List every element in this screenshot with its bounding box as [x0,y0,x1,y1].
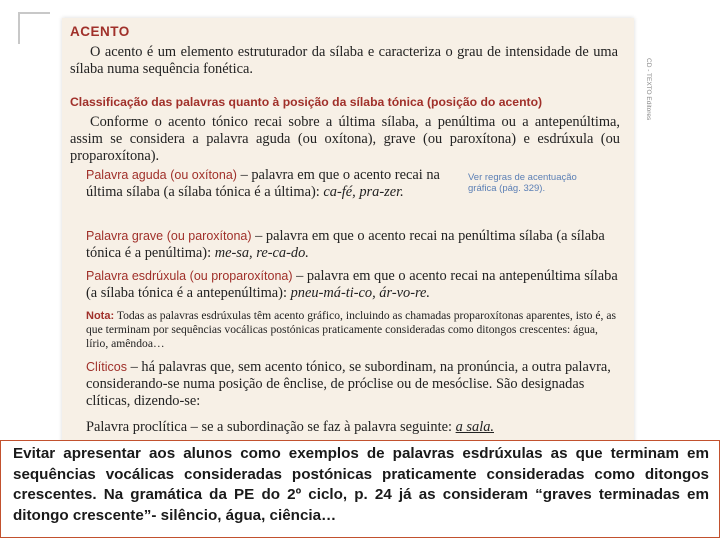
esdruxula-alt: (ou proparoxítona) [189,269,293,283]
esdruxula-text: – palavra em que o acento recai na antepenúltima sílaba (a sílaba tónica é a antepenúltima): [86,268,618,301]
esdruxula-examples: pneu-má-ti-co, ár-vo-re. [290,285,431,301]
scanned-page [62,18,652,453]
cliticos-text: – há palavras que, sem acento tónico, se subordinam, na pronúncia, a outra palavra, considerando-se numa posição de ênclise, de próclise ou de mesóclise. São designadas clíticas, dizendo-se: [86,359,611,409]
esdruxula-term: Palavra esdrúxula [86,269,187,283]
grave-examples: me-sa, re-ca-do. [214,245,309,261]
frame-corner-top-left [18,12,50,44]
intro-paragraph: O acento é um elemento estruturador da sílaba e caracteriza o grau de intensidade de uma sílaba numa sequência fonética. [70,44,618,77]
proclitica-definition [86,419,620,436]
esdruxula-definition [86,268,620,302]
aguda-term: Palavra aguda [86,168,167,182]
grave-term: Palavra grave [86,229,164,243]
vertical-publisher-note: CD - TEXTO Editores [645,58,652,121]
nota-block [86,309,620,351]
teacher-note-box: Evitar apresentar aos alunos como exemplos de palavras esdrúxulas as que terminam em sequências vocálicas consideradas postónicas praticamente consideradas como ditongos crescentes. Na gramática da PE do 2º ciclo, p. 24 já as consideram “graves terminadas em ditongo crescente”- silêncio, água, ciência… [0,440,720,538]
grave-definition [86,228,620,262]
aguda-examples: ca-fé, pra-zer. [323,184,404,200]
aguda-alt: (ou oxítona) [170,168,237,182]
grave-text: – palavra em que o acento recai na penúltima sílaba (a sílaba tónica é a penúltima): [86,228,605,261]
classification-paragraph: Conforme o acento tónico recai sobre a última sílaba, a penúltima ou a antepenúltima, assim se considera a palavra aguda (ou oxítona), grave (ou paroxítona) e esdrúxula (ou proparoxítona). [70,114,620,164]
proclitica-example: a sala. [455,419,494,435]
aguda-definition [86,167,458,201]
section-subheading: Classificação das palavras quanto à posição da sílaba tónica (posição do acento) [70,95,543,109]
nota-text: Todas as palavras esdrúxulas têm acento gráfico, incluindo as chamadas proparoxítonas aparentes, isto é, as que terminam por sequências vocálicas postónicas praticamente consideradas como ditongos crescentes: água, lírio, amêndoa… [86,309,616,350]
proclitica-text: Palavra proclítica – se a subordinação se faz à palavra seguinte: [86,419,452,435]
cliticos-definition [86,359,620,410]
grave-alt: (ou paroxítona) [166,229,252,243]
nota-label: Nota: [86,310,115,322]
aguda-text: – palavra em que o acento recai na última sílaba (a sílaba tónica é a última): [86,167,440,200]
page-heading: ACENTO [70,24,130,39]
cliticos-term: Clíticos [86,360,127,374]
side-note: Ver regras de acentuação gráfica (pág. 329). [468,172,577,194]
